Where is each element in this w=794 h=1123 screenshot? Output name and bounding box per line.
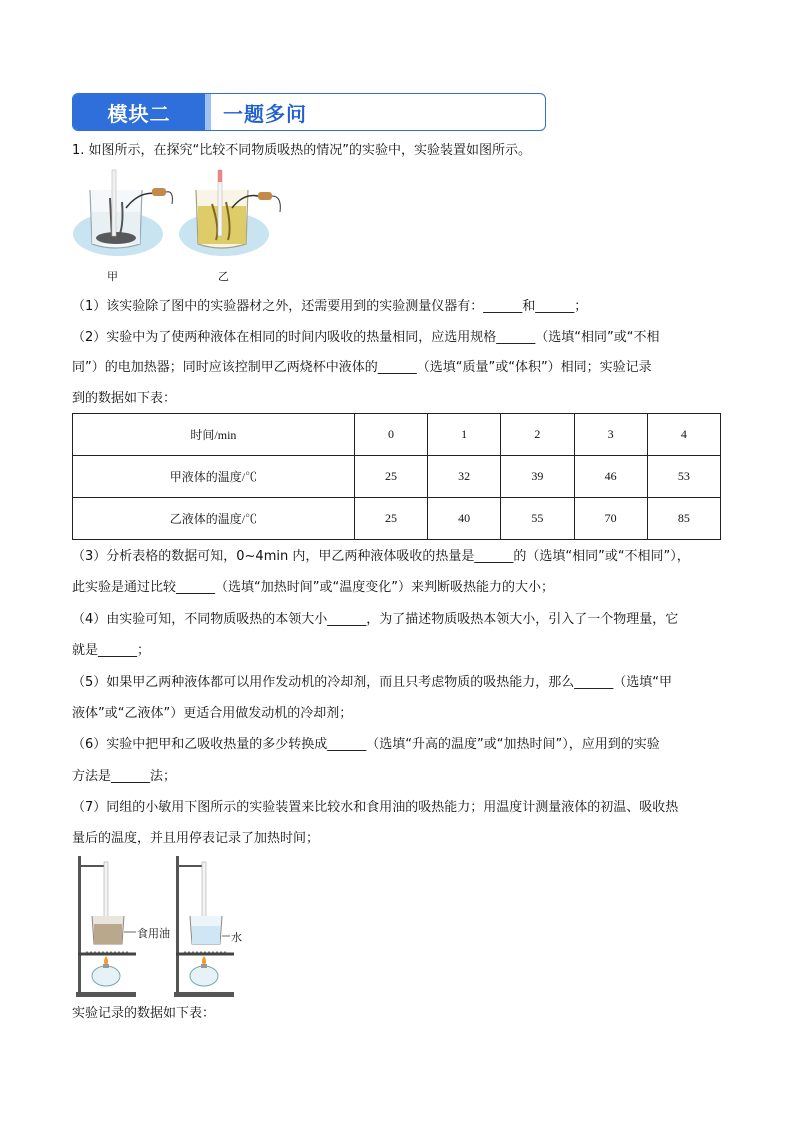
question-line-2: （2）实验中为了使两种液体在相同的时间内吸收的热量相同，应选用规格______（选填“相同”或“不相 bbox=[72, 330, 660, 345]
table-cell: 甲液体的温度/℃ bbox=[73, 456, 355, 498]
oil-apparatus-illustration bbox=[76, 856, 136, 997]
table-cell: 1 bbox=[428, 414, 501, 456]
table-cell: 3 bbox=[574, 414, 647, 456]
module-tag: 模块二 bbox=[73, 94, 205, 130]
module-banner bbox=[72, 93, 546, 131]
question-line-9: （5）如果甲乙两种液体都可以用作发动机的冷却剂，而且只考虑物质的吸热能力，那么______（选填“甲 bbox=[72, 675, 673, 690]
question-line-7: （4）由实验可知，不同物质吸热的本领大小______，为了描述物质吸热本领大小，引入了一个物理量，它 bbox=[72, 612, 679, 627]
table-cell: 0 bbox=[354, 414, 427, 456]
water-apparatus-illustration bbox=[174, 856, 234, 997]
data-table bbox=[72, 413, 721, 540]
table-row bbox=[73, 498, 721, 540]
banner-divider bbox=[205, 94, 211, 130]
table-header-row bbox=[73, 414, 721, 456]
beaker-figure bbox=[70, 168, 300, 268]
question-line-1: （1）该实验除了图中的实验器材之外，还需要用到的实验测量仪器有：______和______； bbox=[72, 299, 588, 314]
question-line-5: （3）分析表格的数据可知，0~4min 内，甲乙两种液体吸收的热量是______的（选填“相同”或“不相同”）， bbox=[72, 549, 690, 564]
table-row bbox=[73, 456, 721, 498]
table-cell: 40 bbox=[428, 498, 501, 540]
question-line-12: 方法是______法； bbox=[72, 769, 177, 784]
table-cell: 70 bbox=[574, 498, 647, 540]
table-cell: 55 bbox=[501, 498, 574, 540]
beaker-jia-illustration bbox=[73, 170, 172, 256]
table-cell: 39 bbox=[501, 456, 574, 498]
table-cell: 85 bbox=[647, 498, 720, 540]
table-cell: 25 bbox=[354, 498, 427, 540]
table-cell: 时间/min bbox=[73, 414, 355, 456]
question-line-6: 此实验是通过比较______（选填“加热时间”或“温度变化”）来判断吸热能力的大小； bbox=[72, 580, 554, 595]
question-line-3: 同”）的电加热器；同时应该控制甲乙两烧杯中液体的______（选填“质量”或“体积”）相同；实验记录 bbox=[72, 360, 652, 375]
question-line-14: 量后的温度，并且用停表记录了加热时间； bbox=[72, 831, 320, 846]
table-cell: 4 bbox=[647, 414, 720, 456]
beaker-yi-illustration bbox=[179, 170, 280, 256]
question-line-8: 就是______； bbox=[72, 643, 151, 658]
table-cell: 25 bbox=[354, 456, 427, 498]
question-line-13: （7）同组的小敏用下图所示的实验装置来比较水和食用油的吸热能力；用温度计测量液体的初温、吸收热 bbox=[72, 800, 679, 815]
table-cell: 53 bbox=[647, 456, 720, 498]
figure-label-yi: 乙 bbox=[218, 270, 229, 283]
figure-label-jia: 甲 bbox=[107, 270, 118, 283]
question-line-10: 液体”或“乙液体”）更适合用做发动机的冷却剂； bbox=[72, 706, 353, 721]
table-cell: 32 bbox=[428, 456, 501, 498]
label-cooking-oil: 食用油 bbox=[137, 927, 170, 940]
label-water: 水 bbox=[231, 931, 242, 944]
closing-line: 实验记录的数据如下表： bbox=[72, 1006, 216, 1021]
module-title: 一题多问 bbox=[223, 101, 307, 126]
table-cell: 2 bbox=[501, 414, 574, 456]
question-line-11: （6）实验中把甲和乙吸收热量的多少转换成______（选填“升高的温度”或“加热时间”），应用到的实验 bbox=[72, 737, 660, 752]
question-stem: 1. 如图所示，在探究“比较不同物质吸热的情况”的实验中，实验装置如图所示。 bbox=[72, 143, 532, 158]
table-cell: 46 bbox=[574, 456, 647, 498]
question-line-4: 到的数据如下表： bbox=[72, 391, 177, 406]
table-cell: 乙液体的温度/℃ bbox=[73, 498, 355, 540]
